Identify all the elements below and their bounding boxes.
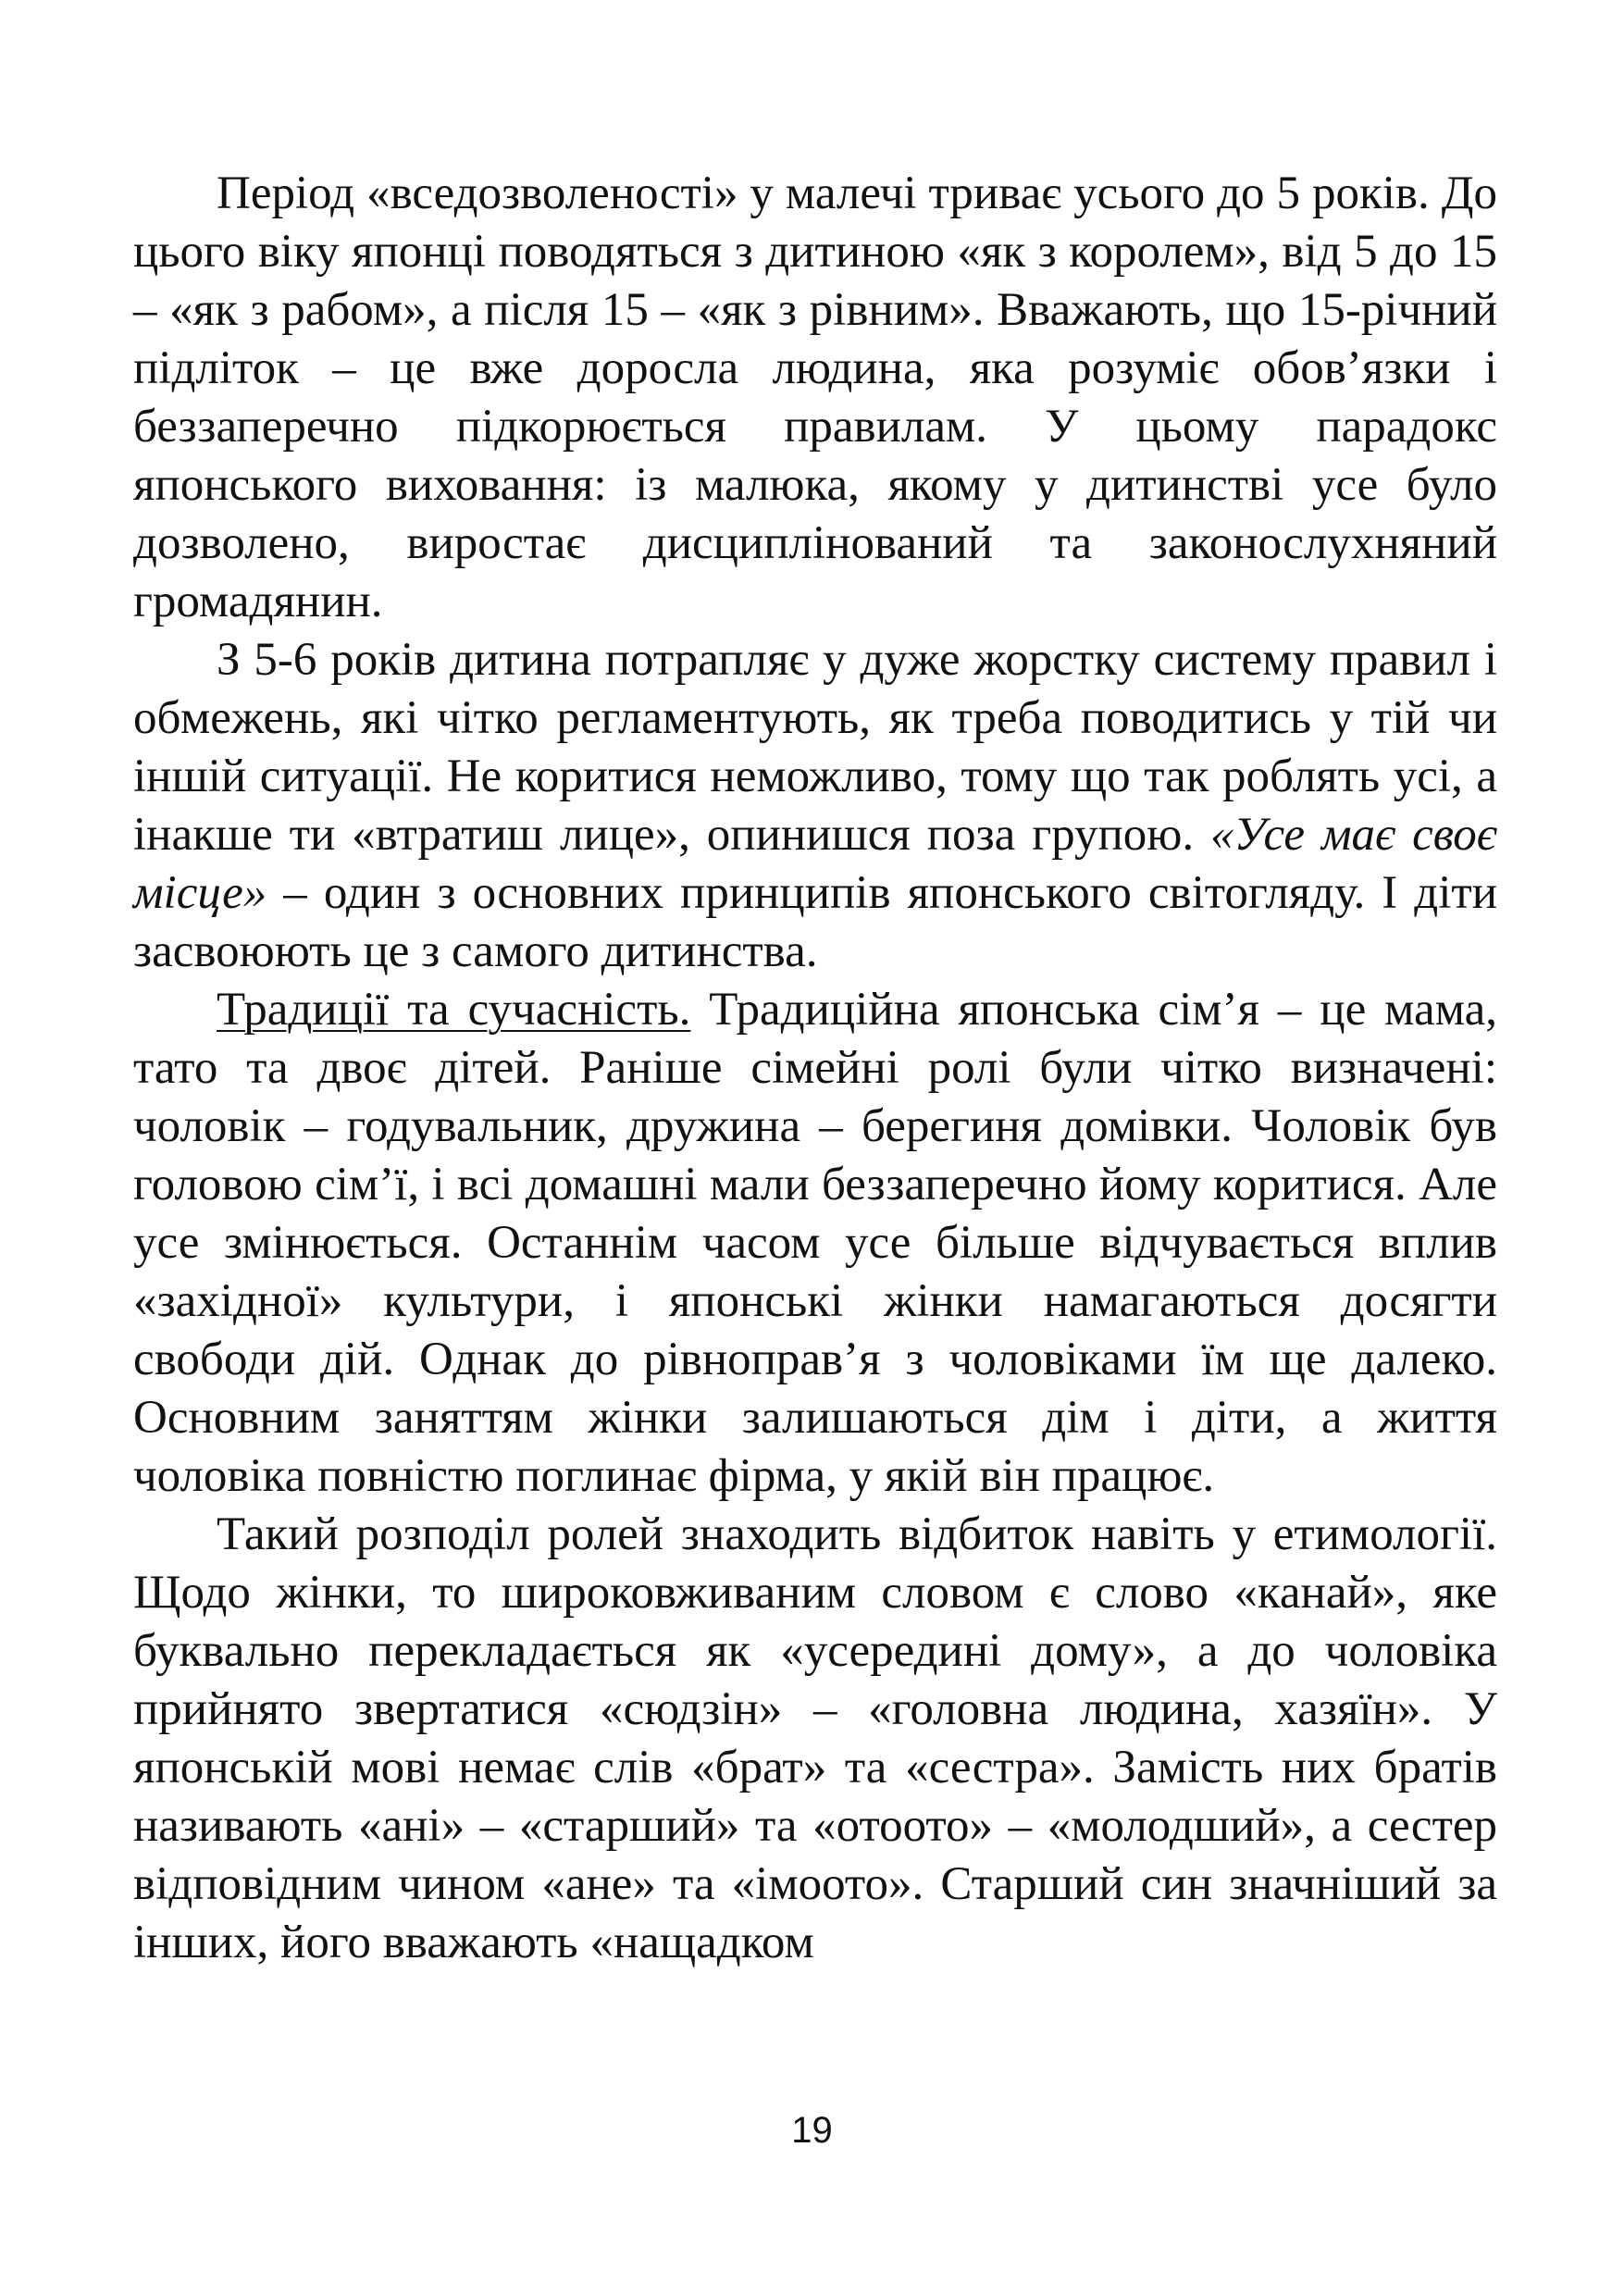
paragraph-2-italic-quote: «Усе має своє місце» bbox=[133, 809, 1497, 919]
paragraph-1: Період «вседозволеності» у малечі триває усього до 5 років. До цього віку японці поводяться з дитиною «як з королем», від 5 до 15 – «як з рабом», а після 15 – «як з рівним». Вважають, що 15-річний підліток – це вже доросла людина, яка розуміє обов’язки і беззаперечно підкорюється правилам. У цьому парадокс японського виховання: із малюка, якому у дитинстві усе було дозволено, виростає дисциплінований та законослухняний громадянин. bbox=[133, 168, 1497, 627]
paragraph-2 bbox=[133, 631, 1497, 981]
paragraph-3 bbox=[133, 981, 1497, 1506]
paragraph-4: Такий розподіл ролей знаходить відбиток навіть у етимології. Щодо жінки, то широковживаним словом є слово «канай», яке буквально перекладається як «усередині дому», а до чоловіка прийнято звертатися «сюдзін» – «головна людина, хазяїн». У японській мові немає слів «брат» та «сестра». Замість них братів називають «ані» – «старший» та «отоото» – «молодший», а сестер відповідним чином «ане» та «імоото». Старший син значніший за інших, його вважають «нащадком bbox=[133, 1508, 1497, 1968]
body-text bbox=[133, 165, 1497, 1972]
page-number: 19 bbox=[791, 2110, 833, 2151]
paragraph-3-text: Традиційна японська сім’я – це мама, тато та двоє дітей. Раніше сімейні ролі були чітко визначені: чоловік – годувальник, дружина – берегиня домівки. Чоловік був головою сім’ї, і всі домашні мали беззаперечно йому коритися. Але усе змінюється. Останнім часом усе більше відчувається вплив «західної» культури, і японські жінки намагаються досягти свободи дій. Однак до рівноправ’я з чоловіками їм ще далеко. Основним заняттям жінки залишаються дім і діти, а життя чоловіка повністю поглинає фірма, у якій він працює. bbox=[133, 984, 1497, 1502]
paragraph-2-text-start: З 5-6 років дитина потрапляє у дуже жорстку систему правил і обмежень, які чітко регламентують, як треба поводитись у тій чи іншій ситуації. Не коритися неможливо, тому що так роблять усі, а інакше ти «втратиш лице», опинишся поза групою. bbox=[133, 634, 1497, 861]
section-heading: Традиції та сучасність. bbox=[217, 984, 691, 1036]
paragraph-2-text-end: – один з основних принципів японського світогляду. І діти засвоюють це з самого дитинства. bbox=[133, 867, 1497, 977]
